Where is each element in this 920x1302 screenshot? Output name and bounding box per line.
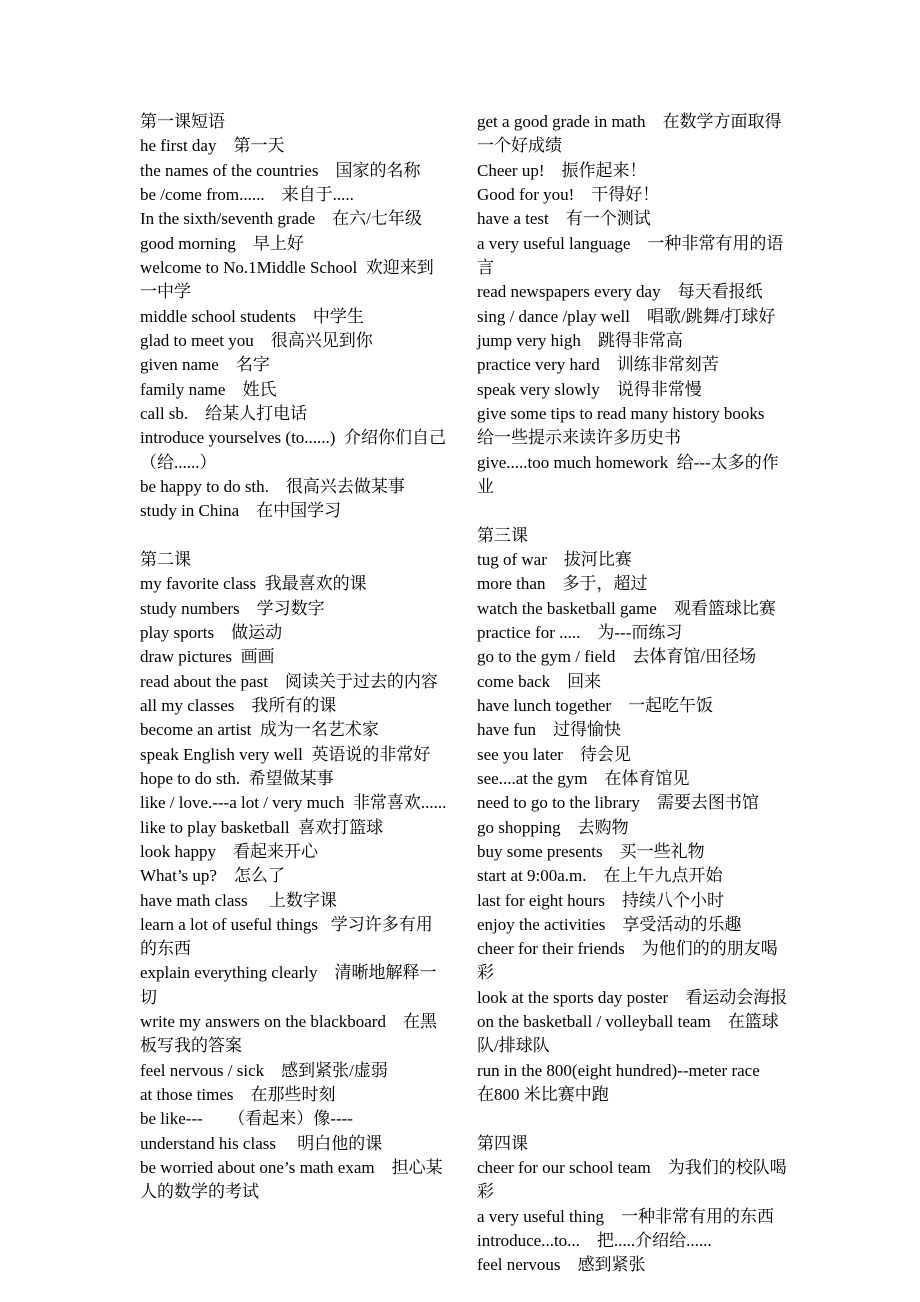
phrase-entry (477, 913, 793, 937)
chinese-translation: 在六/七年级 (332, 209, 422, 229)
chinese-translation: 观看篮球比赛 (673, 598, 776, 618)
phrase-separator (604, 1207, 621, 1226)
phrase-entry (477, 840, 793, 864)
phrase-entry (140, 378, 447, 402)
english-phrase: need to go to the library (477, 793, 640, 813)
chinese-translation: 在体育馆见 (604, 768, 690, 788)
phrase-entry (477, 207, 793, 231)
english-phrase: look happy (140, 841, 217, 861)
english-phrase: last for eight hours (477, 890, 605, 910)
chinese-translation: 说得非常慢 (616, 379, 702, 399)
phrase-separator (256, 574, 265, 593)
phrase-entry (477, 718, 793, 742)
phrase-entry (477, 280, 793, 304)
english-phrase: start at 9:00a.m. (477, 866, 587, 886)
phrase-separator (315, 209, 332, 228)
chinese-translation: 喜欢打篮球 (298, 817, 384, 837)
english-phrase: give some tips to read many history books (477, 403, 765, 423)
phrase-separator (587, 769, 604, 788)
english-phrase: practice very hard (477, 355, 600, 375)
phrase-separator (661, 282, 678, 301)
phrase-entry (140, 207, 447, 231)
chinese-translation: 在中国学习 (256, 501, 342, 521)
english-phrase: What’s up? (140, 866, 217, 886)
phrase-entry (140, 232, 447, 256)
english-phrase: see....at the gym (477, 768, 588, 788)
phrase-separator (234, 696, 251, 715)
phrase-separator (276, 1134, 297, 1153)
chinese-translation: 回来 (567, 671, 602, 691)
english-phrase: a very useful language (477, 233, 631, 253)
chinese-translation: 为我们的校队喝彩 (477, 1158, 787, 1202)
phrase-separator (254, 331, 271, 350)
english-phrase: introduce...to... (477, 1231, 580, 1251)
english-phrase: feel nervous / sick (140, 1060, 265, 1080)
phrase-entry (477, 305, 793, 329)
section-heading: 第四课 (477, 1133, 528, 1153)
chinese-translation: 给---太多的作业 (477, 452, 779, 496)
phrase-separator (611, 696, 628, 715)
english-phrase: study in China (140, 501, 240, 521)
phrase-separator (317, 963, 334, 982)
phrase-entry (140, 670, 447, 694)
english-phrase: family name (140, 379, 226, 399)
phrase-entry (140, 1107, 447, 1131)
phrase-separator (574, 185, 591, 204)
phrase-entry (477, 937, 793, 986)
phrase-separator (615, 647, 632, 666)
chinese-translation: 需要去图书馆 (656, 793, 759, 813)
phrase-entry (477, 353, 793, 377)
left-column (140, 110, 447, 1278)
english-phrase: become an artist (140, 720, 252, 740)
chinese-translation: 学习数字 (256, 598, 325, 618)
english-phrase: play sports (140, 622, 215, 642)
phrase-separator (640, 793, 657, 812)
english-phrase: glad to meet you (140, 330, 254, 350)
chinese-translation: 上数字课 (268, 890, 337, 910)
phrase-entry (140, 694, 447, 718)
chinese-translation: 学习许多有用的东西 (140, 914, 433, 959)
phrase-entry (140, 597, 447, 621)
phrase-entry (477, 597, 793, 621)
chinese-translation: 第一天 (233, 136, 285, 156)
phrase-separator (625, 939, 642, 958)
phrase-separator (188, 404, 205, 423)
english-phrase: like / love.---a lot / very much (140, 793, 345, 813)
chinese-translation: 在上午九点开始 (603, 866, 723, 886)
phrase-separator (580, 1231, 597, 1250)
phrase-entry (477, 183, 793, 207)
phrase-entry (140, 1010, 447, 1059)
english-phrase: have fun (477, 720, 537, 740)
phrase-separator (290, 818, 299, 837)
english-phrase: more than (477, 574, 546, 594)
chinese-translation: 英语说的非常好 (311, 744, 431, 764)
phrase-separator (251, 720, 260, 739)
chinese-translation: 在黑板写我的答案 (140, 1012, 437, 1056)
phrase-separator (668, 453, 677, 472)
chinese-translation: 感到紧张/虚弱 (281, 1060, 388, 1080)
phrase-separator (545, 161, 562, 180)
phrase-separator (536, 720, 553, 739)
english-phrase: speak very slowly (477, 379, 600, 399)
chinese-translation: 去体育馆/田径场 (632, 647, 757, 667)
phrase-entry (140, 329, 447, 353)
chinese-translation: 阅读关于过去的内容 (284, 671, 438, 691)
phrase-separator (296, 307, 313, 326)
chinese-translation: 给一些提示来读许多历史书 (477, 428, 681, 448)
english-phrase: go to the gym / field (477, 647, 616, 667)
english-phrase: explain everything clearly (140, 963, 318, 983)
chinese-translation: 我所有的课 (251, 695, 337, 715)
chinese-translation: 看起来开心 (233, 841, 319, 861)
chinese-translation: 怎么了 (233, 866, 285, 886)
chinese-translation: 明白他的课 (297, 1133, 383, 1153)
english-phrase: come back (477, 671, 551, 691)
phrase-entry (140, 767, 447, 791)
chinese-translation: 享受活动的乐趣 (622, 914, 742, 934)
phrase-separator (236, 234, 253, 253)
phrase-separator (357, 258, 366, 277)
phrase-entry (477, 767, 793, 791)
blank-line (140, 524, 447, 548)
phrase-entry (140, 572, 447, 596)
phrase-entry (140, 791, 447, 815)
chinese-translation: 一种非常有用的语言 (477, 233, 784, 277)
phrase-separator (214, 623, 231, 642)
phrase-entry (140, 1083, 447, 1107)
english-phrase: sing / dance /play well (477, 306, 630, 326)
blank-line (477, 1107, 793, 1131)
english-phrase: cheer for our school team (477, 1158, 651, 1178)
phrase-entry (477, 548, 793, 572)
document-body (140, 110, 793, 1278)
phrase-separator (216, 136, 233, 155)
chinese-translation: 过得愉快 (553, 720, 622, 740)
phrase-separator (630, 234, 647, 253)
phrase-separator (550, 672, 567, 691)
phrase-entry (477, 645, 793, 669)
phrase-separator (248, 891, 269, 910)
phrase-separator (386, 1012, 403, 1031)
chinese-translation: 清晰地解释一切 (140, 963, 437, 1007)
chinese-translation: 感到紧张 (577, 1255, 646, 1275)
english-phrase: the names of the countries (140, 160, 319, 180)
english-phrase: run in the 800(eight hundred)--meter race (477, 1060, 760, 1080)
phrase-entry (140, 305, 447, 329)
chinese-translation: 欢迎来到一中学 (140, 257, 434, 302)
phrase-entry (477, 1229, 793, 1253)
english-phrase: middle school students (140, 306, 296, 326)
chinese-translation: 在篮球队/排球队 (477, 1012, 779, 1056)
english-phrase: have lunch together (477, 695, 612, 715)
phrase-entry (477, 791, 793, 815)
chinese-translation: 介绍你们自己（给......） (140, 428, 446, 472)
phrase-separator (265, 185, 282, 204)
chinese-translation: 画画 (240, 647, 275, 667)
phrase-entry (477, 864, 793, 888)
phrase-separator (657, 599, 674, 618)
phrase-separator (651, 1158, 668, 1177)
chinese-translation: 多于，超过 (562, 574, 648, 594)
chinese-translation: 我最喜欢的课 (264, 574, 367, 594)
english-phrase: given name (140, 355, 219, 375)
section-heading: 第一课短语 (140, 112, 225, 131)
english-phrase: jump very high (477, 330, 581, 350)
chinese-translation: 早上好 (252, 233, 304, 253)
phrase-separator (547, 550, 564, 569)
chinese-translation: 为他们的的朋友喝彩 (477, 939, 778, 983)
phrase-separator (711, 1012, 728, 1031)
phrase-separator (240, 769, 249, 788)
english-phrase: cheer for their friends (477, 939, 625, 959)
phrase-separator (203, 1109, 237, 1128)
english-phrase: welcome to No.1Middle School (140, 257, 358, 277)
chinese-translation: 名字 (235, 355, 270, 375)
right-column (477, 110, 793, 1278)
chinese-translation: 姓氏 (242, 379, 277, 399)
phrase-entry (477, 743, 793, 767)
phrase-separator (605, 891, 622, 910)
phrase-entry (477, 1253, 793, 1277)
chinese-translation: 在那些时刻 (250, 1085, 336, 1105)
phrase-entry (477, 694, 793, 718)
chinese-translation: （看起来）像---- (236, 1109, 353, 1129)
english-phrase: have a test (477, 209, 549, 229)
phrase-entry (140, 864, 447, 888)
english-phrase: In the sixth/seventh grade (140, 209, 316, 229)
english-phrase: tug of war (477, 549, 547, 569)
english-phrase: be worried about one’s math exam (140, 1158, 375, 1178)
chinese-translation: 跳得非常高 (597, 330, 683, 350)
chinese-translation: 拔河比赛 (563, 549, 632, 569)
phrase-separator (239, 501, 256, 520)
phrase-entry (140, 961, 447, 1010)
phrase-separator (646, 112, 663, 131)
phrase-separator (580, 623, 597, 642)
phrase-entry (477, 1010, 793, 1059)
phrase-entry (477, 1205, 793, 1229)
chinese-translation: 在800 米比赛中跑 (477, 1085, 609, 1105)
english-phrase: write my answers on the blackboard (140, 1012, 386, 1032)
english-phrase: practice for ..... (477, 622, 581, 642)
phrase-entry (477, 670, 793, 694)
chinese-translation: 非常喜欢...... (352, 793, 447, 813)
phrase-separator (225, 380, 242, 399)
phrase-separator (344, 793, 353, 812)
phrase-separator (561, 818, 578, 837)
english-phrase: read newspapers every day (477, 282, 661, 302)
english-phrase: read about the past (140, 671, 268, 691)
english-phrase: see you later (477, 744, 563, 764)
english-phrase: hope to do sth. (140, 768, 241, 788)
english-phrase: be /come from...... (140, 184, 265, 204)
phrase-separator (765, 404, 778, 423)
phrase-entry (477, 402, 793, 451)
phrase-entry (477, 621, 793, 645)
phrase-separator (375, 1158, 392, 1177)
phrase-entry (140, 645, 447, 669)
english-phrase: learn a lot of useful things (140, 914, 318, 934)
english-phrase: good morning (140, 233, 236, 253)
english-phrase: study numbers (140, 598, 240, 618)
english-phrase: a very useful thing (477, 1206, 604, 1226)
phrase-entry (140, 1059, 447, 1083)
phrase-entry (477, 110, 793, 159)
phrase-entry (140, 499, 447, 523)
english-phrase: give.....too much homework (477, 452, 669, 472)
phrase-separator (561, 1255, 578, 1274)
english-phrase: look at the sports day poster (477, 987, 669, 1007)
english-phrase: on the basketball / volleyball team (477, 1012, 711, 1032)
phrase-separator (240, 599, 257, 618)
english-phrase: buy some presents (477, 841, 603, 861)
chinese-translation: 做运动 (231, 622, 283, 642)
chinese-translation: 把.....介绍给...... (596, 1231, 712, 1251)
phrase-separator (600, 380, 617, 399)
phrase-entry (140, 256, 447, 305)
chinese-translation: 一种非常有用的东西 (621, 1206, 774, 1226)
phrase-entry (140, 889, 447, 913)
phrase-separator (216, 842, 233, 861)
english-phrase: like to play basketball (140, 817, 290, 837)
phrase-entry (140, 183, 447, 207)
english-phrase: speak English very well (140, 744, 303, 764)
phrase-entry (477, 1156, 793, 1205)
chinese-translation: 一起吃午饭 (628, 695, 714, 715)
phrase-entry (477, 986, 793, 1010)
chinese-translation: 振作起来！ (561, 160, 647, 180)
chinese-translation: 给某人打电话 (205, 403, 308, 423)
blank-line (477, 499, 793, 523)
phrase-separator (219, 355, 236, 374)
phrase-entry (477, 1059, 793, 1108)
phrase-entry (140, 718, 447, 742)
chinese-translation: 有一个测试 (565, 209, 651, 229)
chinese-translation: 为---而练习 (597, 622, 683, 642)
phrase-separator (563, 745, 580, 764)
english-phrase: draw pictures (140, 647, 233, 667)
chinese-translation: 干得好！ (591, 184, 660, 204)
phrase-separator (603, 842, 620, 861)
chinese-translation: 很高兴见到你 (270, 330, 373, 350)
chinese-translation: 希望做某事 (248, 768, 334, 788)
english-phrase: watch the basketball game (477, 598, 657, 618)
english-phrase: feel nervous (477, 1255, 561, 1275)
chinese-translation: 很高兴去做某事 (285, 476, 405, 496)
english-phrase: at those times (140, 1085, 234, 1105)
phrase-separator (233, 1085, 250, 1104)
phrase-separator (581, 331, 598, 350)
phrase-separator (545, 574, 562, 593)
phrase-entry (477, 378, 793, 402)
phrase-entry (140, 353, 447, 377)
chinese-translation: 担心某人的数学的考试 (140, 1158, 443, 1202)
english-phrase: get a good grade in math (477, 112, 646, 131)
phrase-entry (140, 743, 447, 767)
phrase-separator (269, 477, 286, 496)
phrase-entry (140, 475, 447, 499)
english-phrase: he first day (140, 136, 217, 156)
phrase-separator (268, 672, 285, 691)
chinese-translation: 每天看报纸 (677, 282, 763, 302)
phrase-entry (140, 816, 447, 840)
phrase-separator (217, 866, 234, 885)
phrase-entry (140, 402, 447, 426)
chinese-translation: 在数学方面取得一个好成绩 (477, 112, 782, 156)
english-phrase: be happy to do sth. (140, 476, 269, 496)
english-phrase: introduce yourselves (to......) (140, 428, 336, 448)
section-heading: 第三课 (477, 525, 528, 545)
phrase-entry (140, 840, 447, 864)
chinese-translation: 去购物 (577, 817, 629, 837)
phrase-entry (477, 451, 793, 500)
chinese-translation: 中学生 (312, 306, 364, 326)
chinese-translation: 买一些礼物 (619, 841, 705, 861)
english-phrase: call sb. (140, 403, 189, 423)
english-phrase: enjoy the activities (477, 914, 606, 934)
phrase-separator (549, 209, 566, 228)
chinese-translation: 待会见 (579, 744, 631, 764)
phrase-separator (760, 1061, 777, 1080)
chinese-translation: 训练非常刻苦 (616, 355, 719, 375)
phrase-separator (600, 355, 617, 374)
english-phrase: Good for you! (477, 184, 575, 204)
phrase-entry (477, 572, 793, 596)
phrase-entry (477, 816, 793, 840)
phrase-separator (335, 428, 344, 447)
phrase-separator (668, 988, 685, 1007)
section-heading: 第二课 (140, 549, 191, 569)
chinese-translation: 国家的名称 (335, 160, 421, 180)
phrase-entry (477, 232, 793, 281)
chinese-translation: 持续八个小时 (621, 890, 724, 910)
english-phrase: all my classes (140, 695, 235, 715)
phrase-separator (232, 647, 241, 666)
phrase-entry (140, 1132, 447, 1156)
english-phrase: go shopping (477, 817, 561, 837)
phrase-separator (264, 1061, 281, 1080)
phrase-entry (477, 329, 793, 353)
chinese-translation: 看运动会海报 (685, 987, 788, 1007)
phrase-entry (140, 913, 447, 962)
phrase-separator (605, 915, 622, 934)
phrase-entry (140, 426, 447, 475)
phrase-separator (587, 866, 604, 885)
phrase-entry (140, 159, 447, 183)
phrase-separator (630, 307, 647, 326)
chinese-translation: 唱歌/跳舞/打球好 (646, 306, 776, 326)
english-phrase: have math class (140, 890, 248, 910)
english-phrase: my favorite class (140, 574, 257, 594)
phrase-entry (140, 134, 447, 158)
phrase-separator (318, 915, 331, 934)
phrase-entry (477, 159, 793, 183)
chinese-translation: 成为一名艺术家 (259, 720, 379, 740)
phrase-entry (140, 621, 447, 645)
english-phrase: be like--- (140, 1109, 203, 1129)
english-phrase: Cheer up! (477, 160, 545, 180)
phrase-entry (477, 889, 793, 913)
phrase-entry (140, 1156, 447, 1205)
chinese-translation: 来自于..... (281, 184, 354, 204)
english-phrase: understand his class (140, 1133, 276, 1153)
phrase-separator (318, 161, 335, 180)
